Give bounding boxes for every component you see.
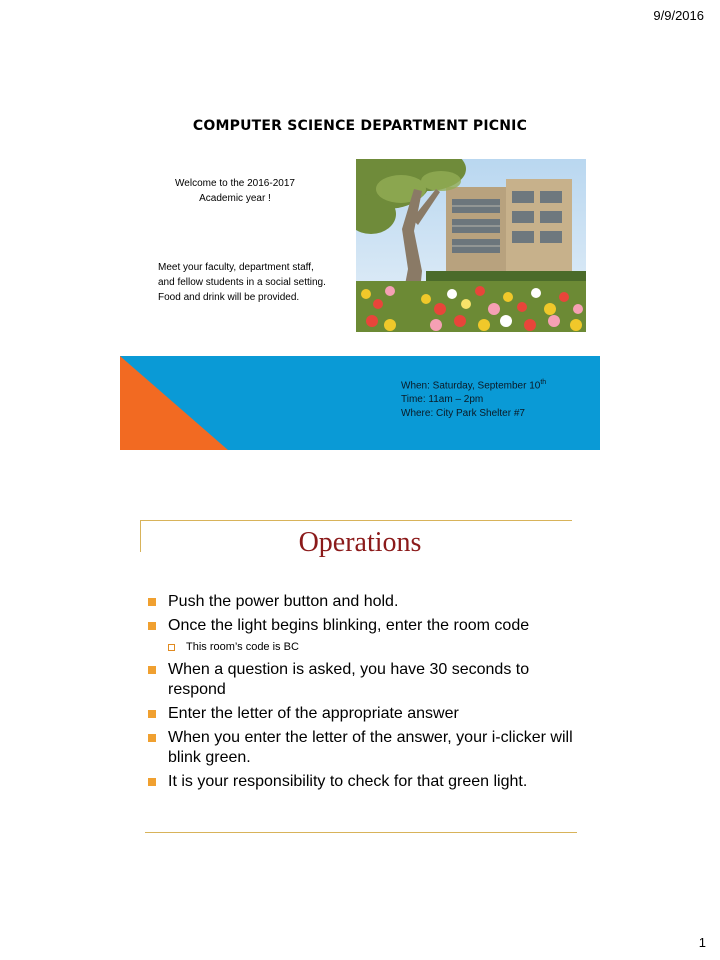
- event-details: [401, 376, 591, 421]
- square-bullet-icon: [148, 622, 156, 630]
- list-item: When a question is asked, you have 30 seconds to respond: [148, 660, 578, 700]
- square-bullet-icon: [148, 666, 156, 674]
- picnic-title: COMPUTER SCIENCE DEPARTMENT PICNIC: [192, 118, 528, 134]
- list-item: Once the light begins blinking, enter the room code: [148, 616, 578, 636]
- top-rule: [140, 520, 572, 521]
- event-time: Time: 11am – 2pm: [401, 394, 484, 406]
- operations-title: Operations: [298, 527, 422, 558]
- page-date: 9/9/2016: [653, 8, 704, 23]
- bottom-rule: [145, 832, 577, 833]
- event-when: When: Saturday, September 10th: [401, 379, 547, 392]
- hollow-square-bullet-icon: [168, 644, 175, 651]
- list-item: It is your responsibility to check for that green light.: [148, 772, 578, 792]
- list-item: When you enter the letter of the answer, your i-clicker will blink green.: [148, 728, 578, 768]
- building-photo: [356, 159, 586, 332]
- square-bullet-icon: [148, 598, 156, 606]
- page-number: 1: [698, 935, 706, 950]
- orange-triangle: [120, 356, 228, 450]
- square-bullet-icon: [148, 734, 156, 742]
- meet-text: Meet your faculty, department staff, and fellow students in a social setting. Food and drink will be provided.: [158, 262, 326, 303]
- square-bullet-icon: [148, 710, 156, 718]
- sub-list-item: This room’s code is BC: [148, 640, 578, 654]
- event-where: Where: City Park Shelter #7: [401, 408, 525, 420]
- operations-list: [148, 592, 578, 796]
- square-bullet-icon: [148, 778, 156, 786]
- list-item: Push the power button and hold.: [148, 592, 578, 612]
- list-item: Enter the letter of the appropriate answer: [148, 704, 578, 724]
- welcome-line-1: Welcome to the 2016-2017: [175, 178, 295, 189]
- welcome-text: [150, 176, 320, 206]
- welcome-line-2: Academic year !: [199, 193, 271, 204]
